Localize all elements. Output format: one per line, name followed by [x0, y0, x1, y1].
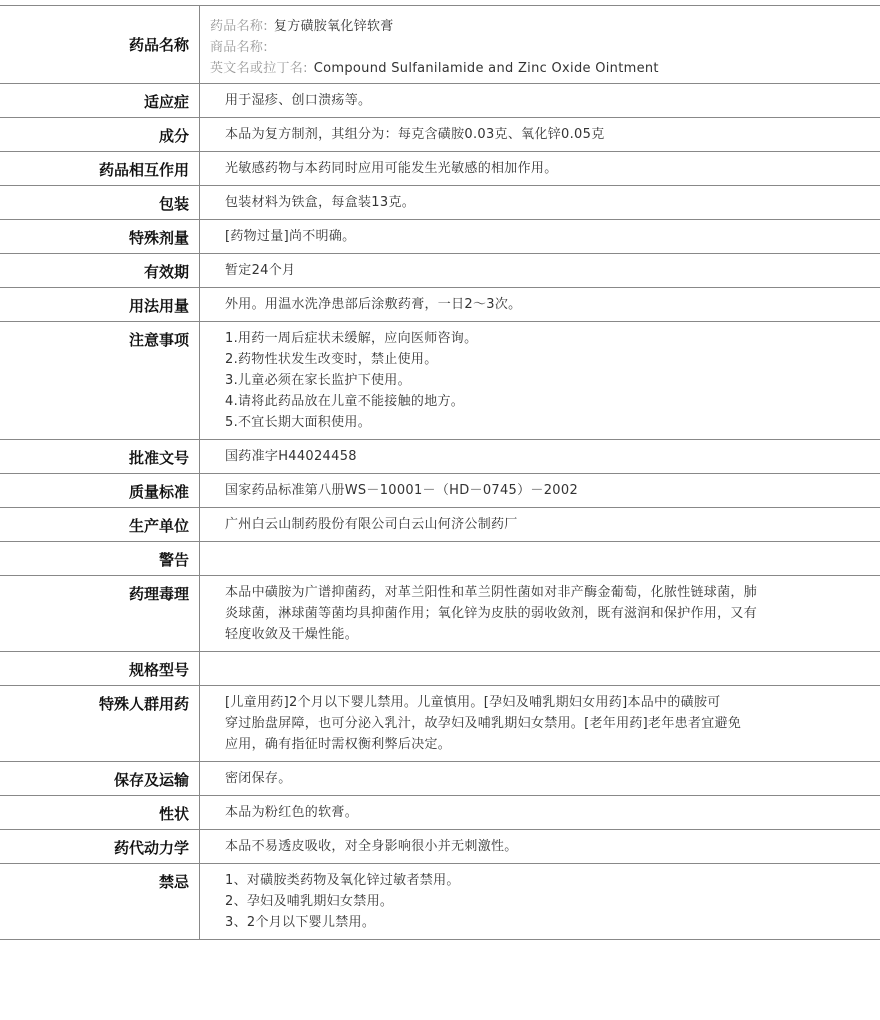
row-value	[200, 652, 880, 685]
value-line: 本品不易透皮吸收，对全身影响很小并无刺激性。	[225, 839, 518, 854]
table-row	[0, 440, 880, 474]
generic-name-key: 药品名称:	[210, 19, 268, 34]
row-value	[200, 762, 880, 795]
row-value	[200, 254, 880, 287]
row-label: 药理毒理	[0, 576, 200, 651]
row-label: 成分	[0, 118, 200, 151]
value-line: 穿过胎盘屏障，也可分泌入乳汁，故孕妇及哺乳期妇女禁用。[老年用药]老年患者宜避免	[225, 716, 742, 731]
row-value	[200, 84, 880, 117]
value-line: 4.请将此药品放在儿童不能接触的地方。	[225, 394, 465, 409]
value-line: 广州白云山制药股份有限公司白云山何济公制药厂	[225, 517, 518, 532]
value-line: 2、孕妇及哺乳期妇女禁用。	[225, 894, 394, 909]
english-name-line	[210, 58, 860, 79]
value-line: 本品为粉红色的软膏。	[225, 805, 359, 820]
table-row	[0, 762, 880, 796]
value-line: 1.用药一周后症状未缓解，应向医师咨询。	[225, 331, 478, 346]
row-label: 药品名称	[0, 6, 200, 83]
table-row	[0, 288, 880, 322]
table-row	[0, 254, 880, 288]
value-line	[225, 548, 820, 569]
row-label: 特殊人群用药	[0, 686, 200, 761]
table-row	[0, 220, 880, 254]
trade-name-key: 商品名称:	[210, 40, 268, 55]
row-value	[200, 542, 880, 575]
table-row	[0, 686, 880, 762]
value-line: 国药准字H44024458	[225, 449, 357, 464]
row-value	[200, 576, 880, 651]
value-line: 3、2个月以下婴儿禁用。	[225, 915, 376, 930]
row-label: 包装	[0, 186, 200, 219]
generic-name-value: 复方磺胺氧化锌软膏	[273, 19, 394, 34]
row-value	[200, 508, 880, 541]
row-value	[200, 288, 880, 321]
value-line: 应用，确有指征时需权衡利弊后决定。	[225, 737, 452, 752]
table-row	[0, 542, 880, 576]
drug-info-table	[0, 5, 880, 940]
row-label: 药代动力学	[0, 830, 200, 863]
table-row	[0, 796, 880, 830]
row-label: 有效期	[0, 254, 200, 287]
table-row	[0, 474, 880, 508]
value-line: 炎球菌，淋球菌等菌均具抑菌作用；氧化锌为皮肤的弱收敛剂，既有滋润和保护作用，又有	[225, 606, 758, 621]
table-row	[0, 84, 880, 118]
row-value	[200, 186, 880, 219]
value-line: 5.不宜长期大面积使用。	[225, 415, 372, 430]
value-line: 包装材料为铁盒，每盒装13克。	[225, 195, 416, 210]
rows-container	[0, 84, 880, 940]
table-row	[0, 186, 880, 220]
table-row	[0, 864, 880, 940]
value-line: [儿童用药]2个月以下婴儿禁用。儿童慎用。[孕妇及哺乳期妇女用药]本品中的磺胺可	[225, 695, 721, 710]
row-label: 用法用量	[0, 288, 200, 321]
value-line: 密闭保存。	[225, 771, 292, 786]
row-value	[200, 220, 880, 253]
table-row	[0, 118, 880, 152]
row-value	[200, 118, 880, 151]
row-value	[200, 474, 880, 507]
trade-name-line	[210, 37, 860, 58]
table-row	[0, 152, 880, 186]
english-name-value: Compound Sulfanilamide and Zinc Oxide Ointment	[313, 61, 659, 76]
row-label: 警告	[0, 542, 200, 575]
value-line: 轻度收敛及干燥性能。	[225, 627, 359, 642]
table-row	[0, 508, 880, 542]
row-label: 生产单位	[0, 508, 200, 541]
row-label: 性状	[0, 796, 200, 829]
row-value	[200, 686, 880, 761]
row-value	[200, 830, 880, 863]
row-label: 注意事项	[0, 322, 200, 439]
table-row	[0, 652, 880, 686]
table-row	[0, 830, 880, 864]
value-line: [药物过量]尚不明确。	[225, 229, 356, 244]
value-line: 1、对磺胺类药物及氧化锌过敏者禁用。	[225, 873, 460, 888]
value-line: 2.药物性状发生改变时，禁止使用。	[225, 352, 438, 367]
generic-name-line	[210, 16, 860, 37]
value-line: 国家药品标准第八册WS－10001－（HD－0745）－2002	[225, 483, 579, 498]
value-line: 本品中磺胺为广谱抑菌药，对革兰阳性和革兰阴性菌如对非产酶金葡萄，化脓性链球菌，肺	[225, 585, 758, 600]
value-line: 本品为复方制剂，其组分为：每克含磺胺0.03克、氧化锌0.05克	[225, 127, 605, 142]
value-line: 外用。用温水洗净患部后涂敷药膏，一日2～3次。	[225, 297, 522, 312]
row-value	[200, 796, 880, 829]
row-value	[200, 440, 880, 473]
value-line: 用于湿疹、创口溃疡等。	[225, 93, 372, 108]
row-value	[200, 322, 880, 439]
value-line	[225, 658, 820, 679]
value-line: 暂定24个月	[225, 263, 296, 278]
english-name-key: 英文名或拉丁名:	[210, 61, 308, 76]
value-line: 3.儿童必须在家长监护下使用。	[225, 373, 411, 388]
row-label: 保存及运输	[0, 762, 200, 795]
row-label: 特殊剂量	[0, 220, 200, 253]
row-label: 药品相互作用	[0, 152, 200, 185]
row-value	[200, 864, 880, 939]
row-label: 禁忌	[0, 864, 200, 939]
value-line: 光敏感药物与本药同时应用可能发生光敏感的相加作用。	[225, 161, 558, 176]
row-value	[200, 152, 880, 185]
row-drug-name	[0, 6, 880, 84]
table-row	[0, 322, 880, 440]
row-label: 规格型号	[0, 652, 200, 685]
table-row	[0, 576, 880, 652]
row-label: 质量标准	[0, 474, 200, 507]
row-value	[200, 6, 880, 83]
row-label: 适应症	[0, 84, 200, 117]
row-label: 批准文号	[0, 440, 200, 473]
